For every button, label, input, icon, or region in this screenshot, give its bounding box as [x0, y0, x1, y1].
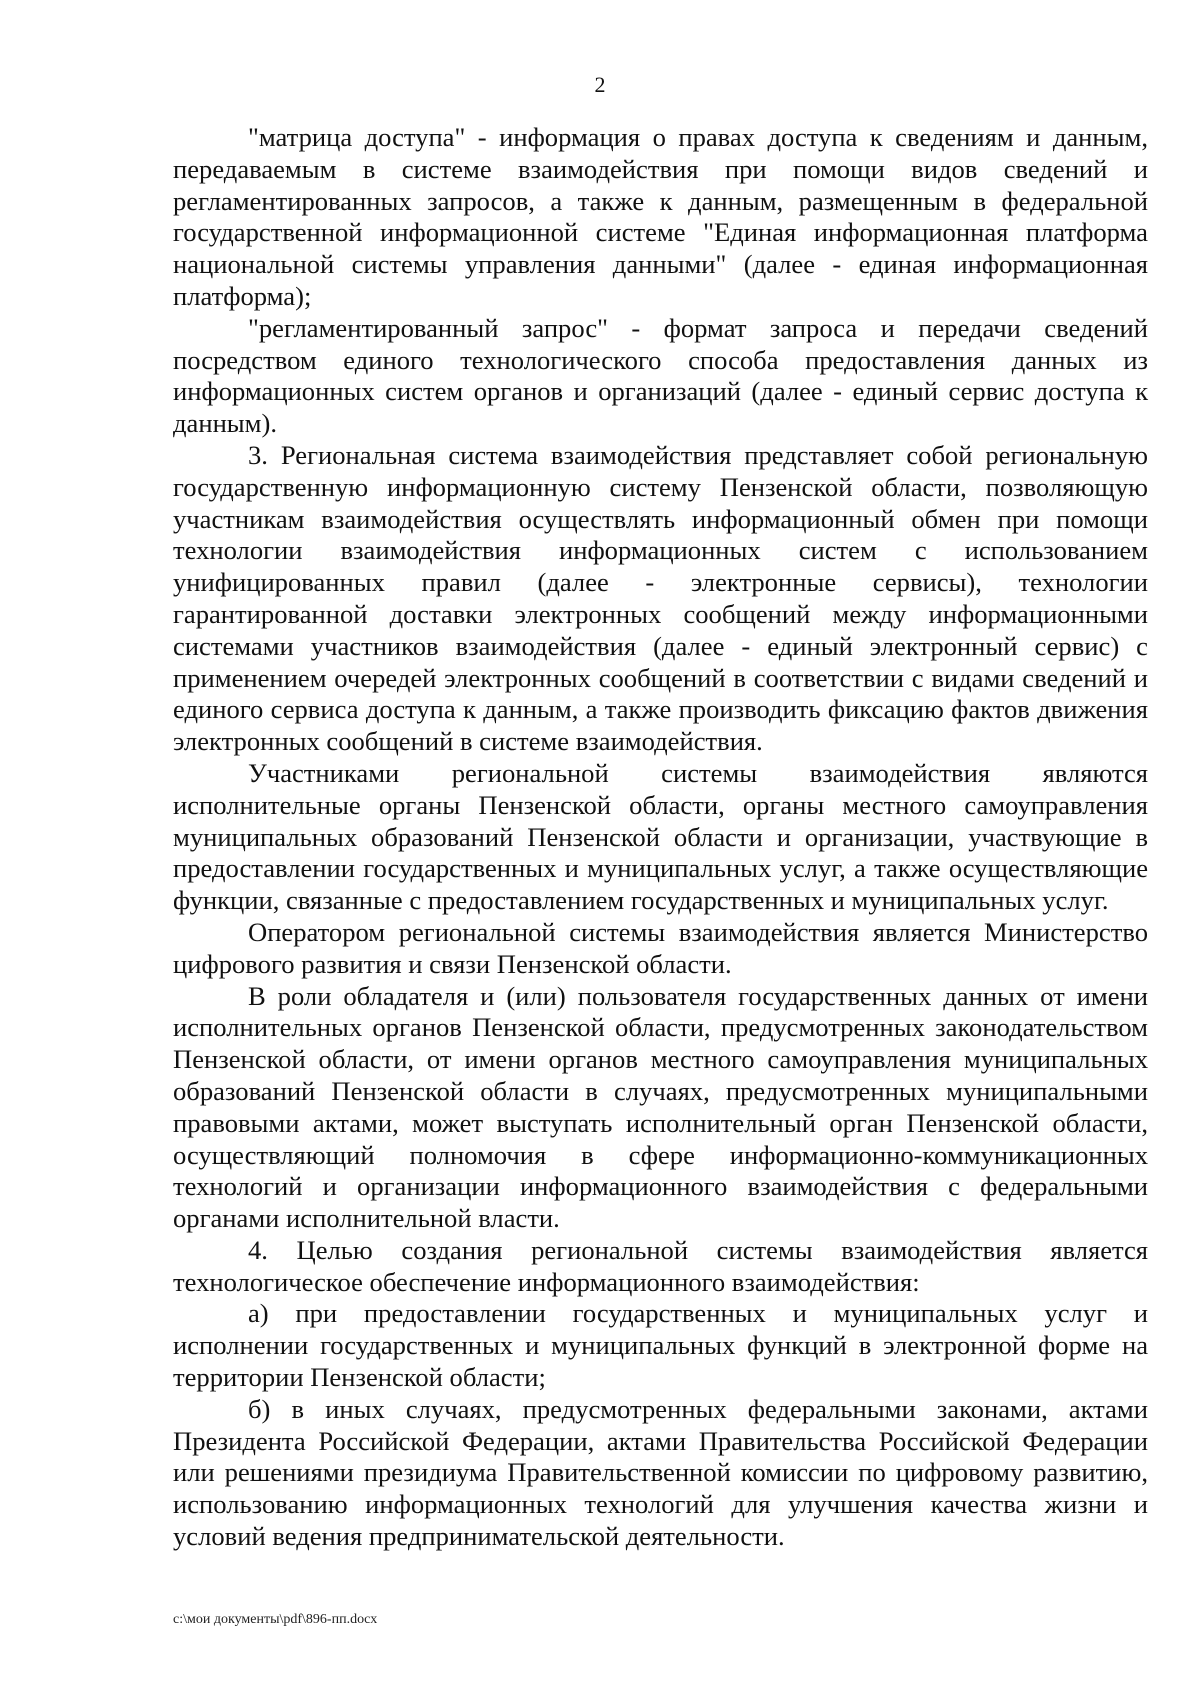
- paragraph-operator: Оператором региональной системы взаимодействия является Министерство цифрового развития и связи Пензенской области.: [173, 916, 1148, 979]
- page-number: 2: [594, 72, 606, 97]
- paragraph-participants: Участниками региональной системы взаимодействия являются исполнительные органы Пензенской области, органы местного самоуправления муниципальных образований Пензенской области и организации, участвующие в предоставлении государственных и муниципальных услуг, а также осуществляющие функции, связанные с предоставлением государственных и муниципальных услуг.: [173, 757, 1148, 916]
- paragraph-regulated-request: "регламентированный запрос" - формат запроса и передачи сведений посредством единого технологического способа предоставления данных из информационных систем органов и организаций (далее - единый сервис доступа к данным).: [173, 312, 1148, 439]
- paragraph-data-owner-role: В роли обладателя и (или) пользователя государственных данных от имени исполнительных органов Пензенской области, предусмотренных законодательством Пензенской области, от имени органов местного самоуправления муниципальных образований Пензенской области в случаях, предусмотренных муниципальными правовыми актами, может выступать исполнительный орган Пензенской области, осуществляющий полномочия в сфере информационно-коммуникационных технологий и организации информационного взаимодействия с федеральными органами исполнительной власти.: [173, 980, 1148, 1234]
- paragraph-item-a: а) при предоставлении государственных и муниципальных услуг и исполнении государственных и муниципальных функций в электронной форме на территории Пензенской области;: [173, 1298, 1148, 1393]
- document-body: [173, 122, 1148, 1553]
- paragraph-section-3: 3. Региональная система взаимодействия представляет собой региональную государственную информационную систему Пензенской области, позволяющую участникам взаимодействия осуществлять информационный обмен при помощи технологии взаимодействия информационных систем с использованием унифицированных правил (далее - электронные сервисы), технологии гарантированной доставки электронных сообщений между информационными системами участников взаимодействия (далее - единый электронный сервис) с применением очередей электронных сообщений в соответствии с видами сведений и единого сервиса доступа к данным, а также производить фиксацию фактов движения электронных сообщений в системе взаимодействия.: [173, 439, 1148, 757]
- footer-file-path: c:\мои документы\pdf\896-пп.docx: [173, 1612, 378, 1627]
- paragraph-access-matrix: "матрица доступа" - информация о правах доступа к сведениям и данным, передаваемым в системе взаимодействия при помощи видов сведений и регламентированных запросов, а также к данным, размещенным в федеральной государственной информационной системе "Единая информационная платформа национальной системы управления данными" (далее - единая информационная платформа);: [173, 122, 1148, 311]
- paragraph-section-4: 4. Целью создания региональной системы взаимодействия является технологическое обеспечение информационного взаимодействия:: [173, 1234, 1148, 1297]
- paragraph-item-b: б) в иных случаях, предусмотренных федеральными законами, актами Президента Российской Федерации, актами Правительства Российской Федерации или решениями президиума Правительственной комиссии по цифровому развитию, использованию информационных технологий для улучшения качества жизни и условий ведения предпринимательской деятельности.: [173, 1393, 1148, 1552]
